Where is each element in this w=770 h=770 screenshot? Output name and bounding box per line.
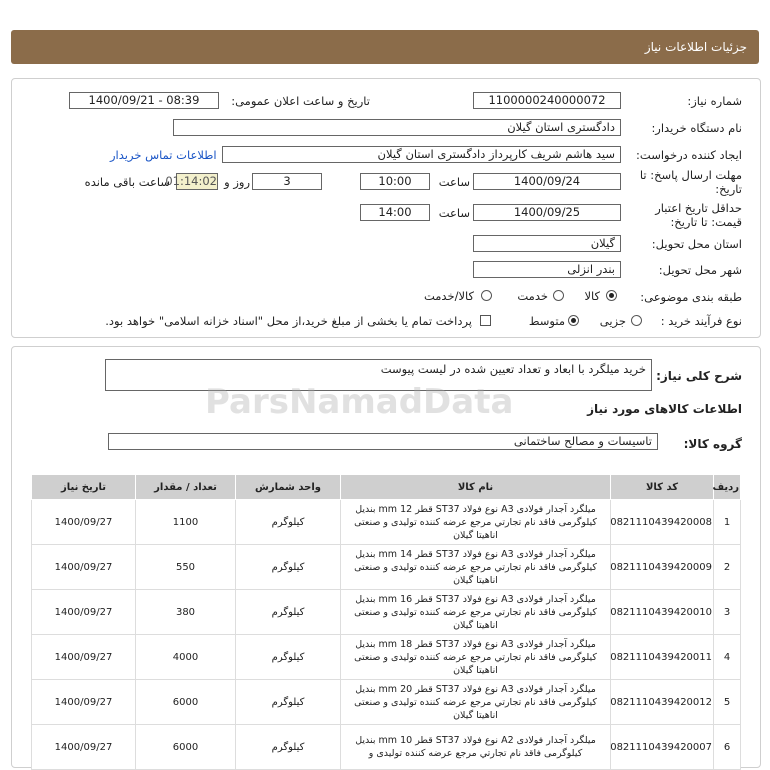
item-date: 1400/09/27 — [32, 725, 136, 770]
announce-label: تاریخ و ساعت اعلان عمومی: — [231, 94, 370, 108]
process-minor-label: جزیی — [599, 314, 626, 328]
buyer-org-label: نام دستگاه خریدار: — [651, 121, 742, 135]
item-date: 1400/09/27 — [32, 590, 136, 635]
item-unit: کیلوگرم — [236, 680, 341, 725]
item-name: میلگرد آجدار فولادی A3 نوع فولاد ST37 قطر mm 18 بندیل کیلوگرمی فاقد نام تجارتي مرجع عرضه کننده تولیدی و صنعتی اناهیتا گیلان — [341, 635, 611, 680]
item-name: میلگرد آجدار فولادی A3 نوع فولاد ST37 قطر mm 16 بندیل کیلوگرمی فاقد نام تجارتي مرجع عرضه کننده تولیدی و صنعتی اناهیتا گیلان — [341, 590, 611, 635]
need-summary-field: خرید میلگرد با ابعاد و تعداد تعیین شده در لیست پیوست — [105, 359, 652, 391]
goods-group-label: گروه کالا: — [683, 437, 742, 451]
deadline-time-field: 10:00 — [360, 173, 430, 190]
need-number-field: 1100000240000072 — [473, 92, 621, 109]
goods-group-field: تاسیسات و مصالح ساختمانی — [108, 433, 658, 450]
category-radio-goods-service[interactable] — [481, 290, 492, 301]
table-row — [32, 545, 741, 590]
announce-field: 1400/09/21 - 08:39 — [69, 92, 219, 109]
process-label: نوع فرآیند خرید : — [660, 314, 742, 328]
item-date: 1400/09/27 — [32, 500, 136, 545]
validity-date-field: 1400/09/25 — [473, 204, 621, 221]
table-row — [32, 500, 741, 545]
col-name-header: نام کالا — [341, 475, 611, 500]
item-code: 0821110439420010 — [611, 590, 714, 635]
deadline-label-2: تاریخ: — [715, 182, 742, 196]
days-field: 3 — [252, 173, 322, 190]
table-row — [32, 590, 741, 635]
validity-time-field: 14:00 — [360, 204, 430, 221]
validity-label-2: قیمت: تا تاریخ: — [670, 215, 742, 229]
item-code: 0821110439420007 — [611, 725, 714, 770]
item-unit: کیلوگرم — [236, 725, 341, 770]
table-row — [32, 635, 741, 680]
item-unit: کیلوگرم — [236, 500, 341, 545]
row-number: 3 — [714, 590, 741, 635]
item-code: 0821110439420009 — [611, 545, 714, 590]
watermark-brand: ParsNamadData — [205, 382, 514, 422]
process-radio-minor[interactable] — [631, 315, 642, 326]
remaining-label: ساعت باقی مانده — [84, 175, 170, 189]
row-number: 5 — [714, 680, 741, 725]
table-row — [32, 725, 741, 770]
table-header-row — [32, 475, 741, 500]
process-medium-label: متوسط — [528, 314, 565, 328]
row-number: 6 — [714, 725, 741, 770]
table-row — [32, 680, 741, 725]
item-code: 0821110439420012 — [611, 680, 714, 725]
city-field: بندر انزلی — [473, 261, 621, 278]
category-radio-service[interactable] — [553, 290, 564, 301]
col-qty-header: تعداد / مقدار — [136, 475, 236, 500]
item-name: میلگرد آجدار فولادی A3 نوع فولاد ST37 قطر mm 14 بندیل کیلوگرمی فاقد نام تجارتي مرجع عرضه کننده تولیدی و صنعتی اناهیتا گیلان — [341, 545, 611, 590]
city-label: شهر محل تحویل: — [658, 263, 742, 277]
category-label: طبقه بندی موضوعی: — [640, 290, 742, 304]
validity-time-label: ساعت — [438, 206, 470, 220]
item-qty: 380 — [136, 590, 236, 635]
deadline-time-label: ساعت — [438, 175, 470, 189]
item-qty: 6000 — [136, 725, 236, 770]
requester-label: ایجاد کننده درخواست: — [636, 148, 742, 162]
item-date: 1400/09/27 — [32, 635, 136, 680]
deadline-label-1: مهلت ارسال پاسخ: تا — [639, 168, 742, 182]
process-radio-medium[interactable] — [568, 315, 579, 326]
item-name: میلگرد آجدار فولادی A3 نوع فولاد ST37 قطر mm 12 بندیل کیلوگرمی فاقد نام تجارتي مرجع عرضه کننده تولیدی و صنعتی اناهیتا گیلان — [341, 500, 611, 545]
item-qty: 6000 — [136, 680, 236, 725]
item-name: میلگرد آجدار فولادی A3 نوع فولاد ST37 قطر mm 20 بندیل کیلوگرمی فاقد نام تجارتي مرجع عرضه کننده تولیدی و صنعتی اناهیتا گیلان — [341, 680, 611, 725]
page-title: جزئیات اطلاعات نیاز — [644, 40, 747, 54]
item-qty: 4000 — [136, 635, 236, 680]
category-service-label: خدمت — [517, 289, 548, 303]
item-unit: کیلوگرم — [236, 545, 341, 590]
province-label: استان محل تحویل: — [651, 237, 742, 251]
payment-note: پرداخت تمام یا بخشی از مبلغ خرید،از محل "اسناد خزانه اسلامی" خواهد بود. — [105, 314, 472, 328]
row-number: 4 — [714, 635, 741, 680]
days-label: روز و — [224, 175, 250, 189]
goods-table — [31, 474, 741, 770]
need-summary-label: شرح کلی نیاز: — [656, 369, 742, 383]
deadline-date-field: 1400/09/24 — [473, 173, 621, 190]
item-date: 1400/09/27 — [32, 680, 136, 725]
col-row-header: ردیف — [714, 475, 741, 500]
item-qty: 1100 — [136, 500, 236, 545]
goods-info-heading: اطلاعات کالاهای مورد نیاز — [587, 402, 742, 416]
item-code: 0821110439420011 — [611, 635, 714, 680]
contact-info-link[interactable]: اطلاعات تماس خریدار — [110, 148, 217, 162]
requester-field: سید هاشم شریف کارپرداز دادگستری استان گیلان — [222, 146, 621, 163]
item-code: 0821110439420008 — [611, 500, 714, 545]
col-unit-header: واحد شمارش — [236, 475, 341, 500]
page-header — [11, 30, 759, 64]
item-date: 1400/09/27 — [32, 545, 136, 590]
col-code-header: کد کالا — [611, 475, 714, 500]
item-unit: کیلوگرم — [236, 635, 341, 680]
remaining-time-field: 01:14:02 — [165, 174, 217, 188]
need-number-label: شماره نیاز: — [687, 94, 742, 108]
treasury-checkbox[interactable] — [480, 315, 491, 326]
row-number: 2 — [714, 545, 741, 590]
category-goods-service-label: کالا/خدمت — [423, 289, 474, 303]
item-qty: 550 — [136, 545, 236, 590]
col-date-header: تاریخ نیاز — [32, 475, 136, 500]
item-name: میلگرد آجدار فولادی A2 نوع فولاد ST37 قطر mm 10 بندیل کیلوگرمی فاقد نام تجارتي مرجع عرضه کننده تولیدی و — [341, 725, 611, 770]
row-number: 1 — [714, 500, 741, 545]
item-unit: کیلوگرم — [236, 590, 341, 635]
category-goods-label: کالا — [584, 289, 600, 303]
province-field: گیلان — [473, 235, 621, 252]
buyer-org-field: دادگستری استان گیلان — [173, 119, 621, 136]
category-radio-goods[interactable] — [606, 290, 617, 301]
validity-label-1: حداقل تاریخ اعتبار — [655, 201, 742, 215]
